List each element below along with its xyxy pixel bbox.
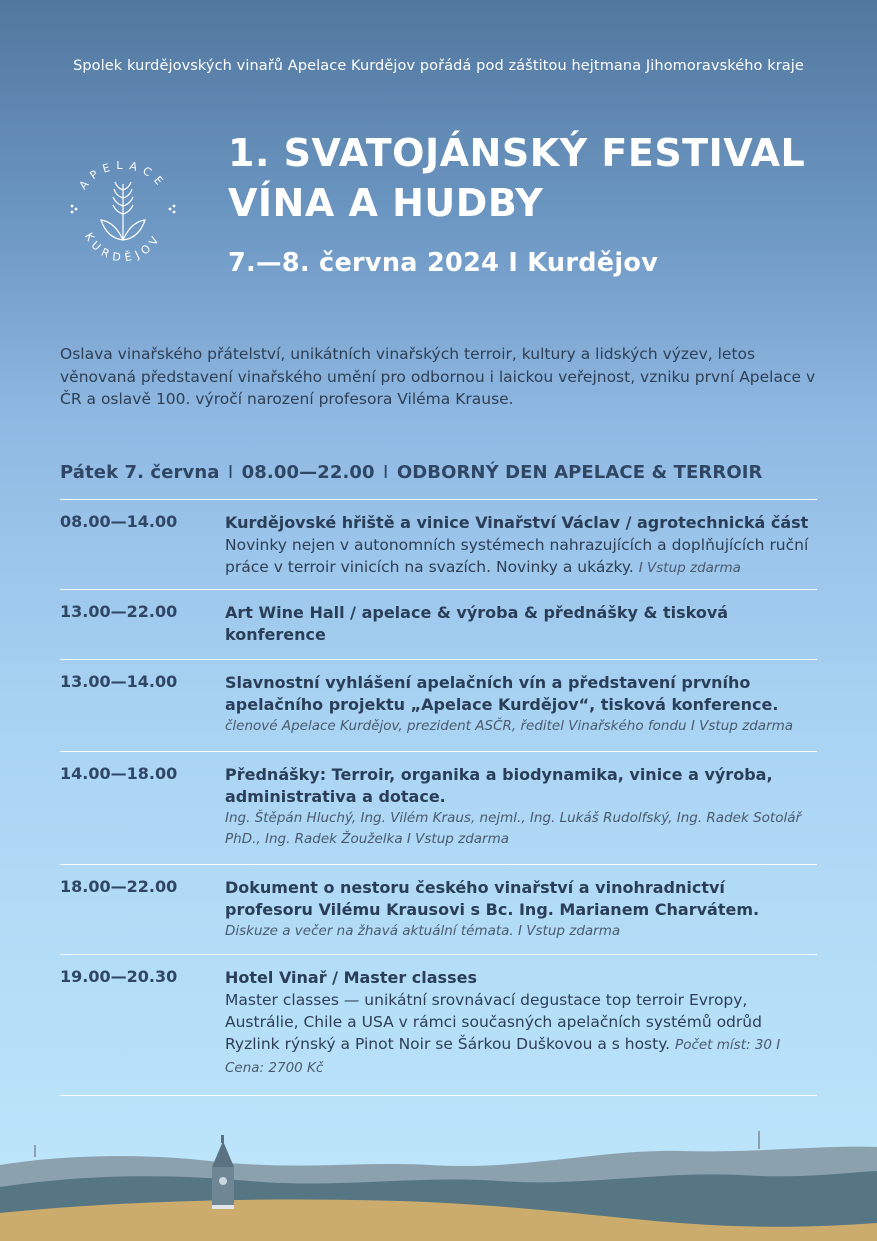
schedule-list (60, 500, 817, 1096)
schedule-row (60, 865, 817, 955)
schedule-inline-note: I Vstup zdarma (638, 560, 741, 576)
far-antenna-right (758, 1131, 760, 1149)
schedule-time: 08.00—14.00 (60, 512, 178, 531)
schedule-desc-text: Master classes — unikátní srovnávací degustace top terroir Evropy, Austrálie, Chile a USA v rámci současných apelačních systémů odrůd Ryzlink rýnský a Pinot Noir se Šárkou Duškovou a s hosty. (225, 991, 762, 1053)
intro-paragraph: Oslava vinařského přátelství, unikátních vinařských terroir, kultury a lidských výzev, letos věnovaná představení vinařského umění pro odbornou i laickou veřejnost, vzniku první Apelace v ČR a oslavě 100. výročí narození profesora Viléma Krause. (60, 345, 816, 408)
schedule-note: Ing. Štěpán Hluchý, Ing. Vilém Kraus, nejml., Ing. Lukáš Rudolfský, Ing. Radek Sotolář PhD., Ing. Radek Žouželka I Vstup zdarma (225, 810, 802, 847)
logo-top-text: APELACE (76, 158, 170, 193)
schedule-title: Dokument o nestoru českého vinařství a vinohradnictví profesoru Vilému Krausovi s Bc. Ing. Marianem Charvátem. (225, 878, 760, 919)
schedule-title: Hotel Vinař / Master classes (225, 968, 477, 987)
title-line-1: 1. SVATOJÁNSKÝ FESTIVAL (228, 131, 806, 175)
apelace-logo (58, 148, 188, 278)
landscape-illustration (0, 1101, 877, 1241)
day-theme: ODBORNÝ DEN APELACE & TERROIR (396, 462, 763, 483)
festival-title (228, 128, 805, 228)
schedule-note: Diskuze a večer na žhavá aktuální témata. I Vstup zdarma (225, 923, 621, 939)
schedule-content (225, 752, 817, 850)
organizer-line: Spolek kurdějovských vinařů Apelace Kurdějov pořádá pod záštitou hejtmana Jihomoravského kraje (73, 58, 804, 74)
schedule-row (60, 752, 817, 865)
schedule-desc-text: Novinky nejen v autonomních systémech nahrazujících a doplňujících ruční práce v terroir vinicích na svazích. Novinky a ukázky. (225, 536, 809, 576)
schedule-title: Slavnostní vyhlášení apelačních vín a představení prvního apelačního projektu „Apelace Kurdějov“, tisková konference. (225, 673, 779, 714)
schedule-inline-note: Počet míst: 30 I Cena: 2700 Kč (225, 1037, 781, 1076)
wheat-sprout-icon (101, 182, 145, 240)
schedule-title: Art Wine Hall / apelace & výroba & přednášky & tisková konference (225, 603, 729, 644)
schedule-content (225, 500, 817, 579)
schedule-time: 14.00—18.00 (60, 764, 178, 783)
day-label: Pátek 7. června (60, 462, 220, 483)
schedule-row (60, 660, 817, 752)
schedule-title: Přednášky: Terroir, organika a biodynamika, vinice a výroba, administrativa a dotace. (225, 765, 773, 806)
schedule-content (225, 865, 817, 942)
church-tower-icon (212, 1135, 234, 1209)
schedule-content (225, 955, 817, 1079)
day-time-range: 08.00—22.00 (241, 462, 375, 483)
schedule-row (60, 500, 817, 590)
schedule-time: 13.00—22.00 (60, 602, 178, 621)
schedule-note: členové Apelace Kurdějov, prezident ASČR, ředitel Vinařského fondu I Vstup zdarma (225, 718, 794, 734)
schedule-content (225, 660, 817, 737)
schedule-description (225, 534, 817, 579)
schedule-time: 18.00—22.00 (60, 877, 178, 896)
day-separator: I (227, 462, 234, 483)
festival-date-place: 7.—8. června 2024 I Kurdějov (228, 248, 659, 278)
schedule-row (60, 955, 817, 1096)
schedule-row (60, 590, 817, 660)
day-header (60, 462, 830, 483)
schedule-time: 19.00—20.30 (60, 967, 178, 986)
schedule-content (225, 590, 817, 646)
far-antenna-left (34, 1145, 36, 1157)
schedule-title: Kurdějovské hřiště a vinice Vinařství Václav / agrotechnická část (225, 513, 809, 532)
schedule-time: 13.00—14.00 (60, 672, 178, 691)
schedule-description (225, 989, 817, 1079)
day-separator: I (383, 462, 389, 483)
title-line-2: VÍNA A HUDBY (228, 181, 544, 225)
logo-bottom-text: KURDĚJOV (81, 230, 165, 265)
